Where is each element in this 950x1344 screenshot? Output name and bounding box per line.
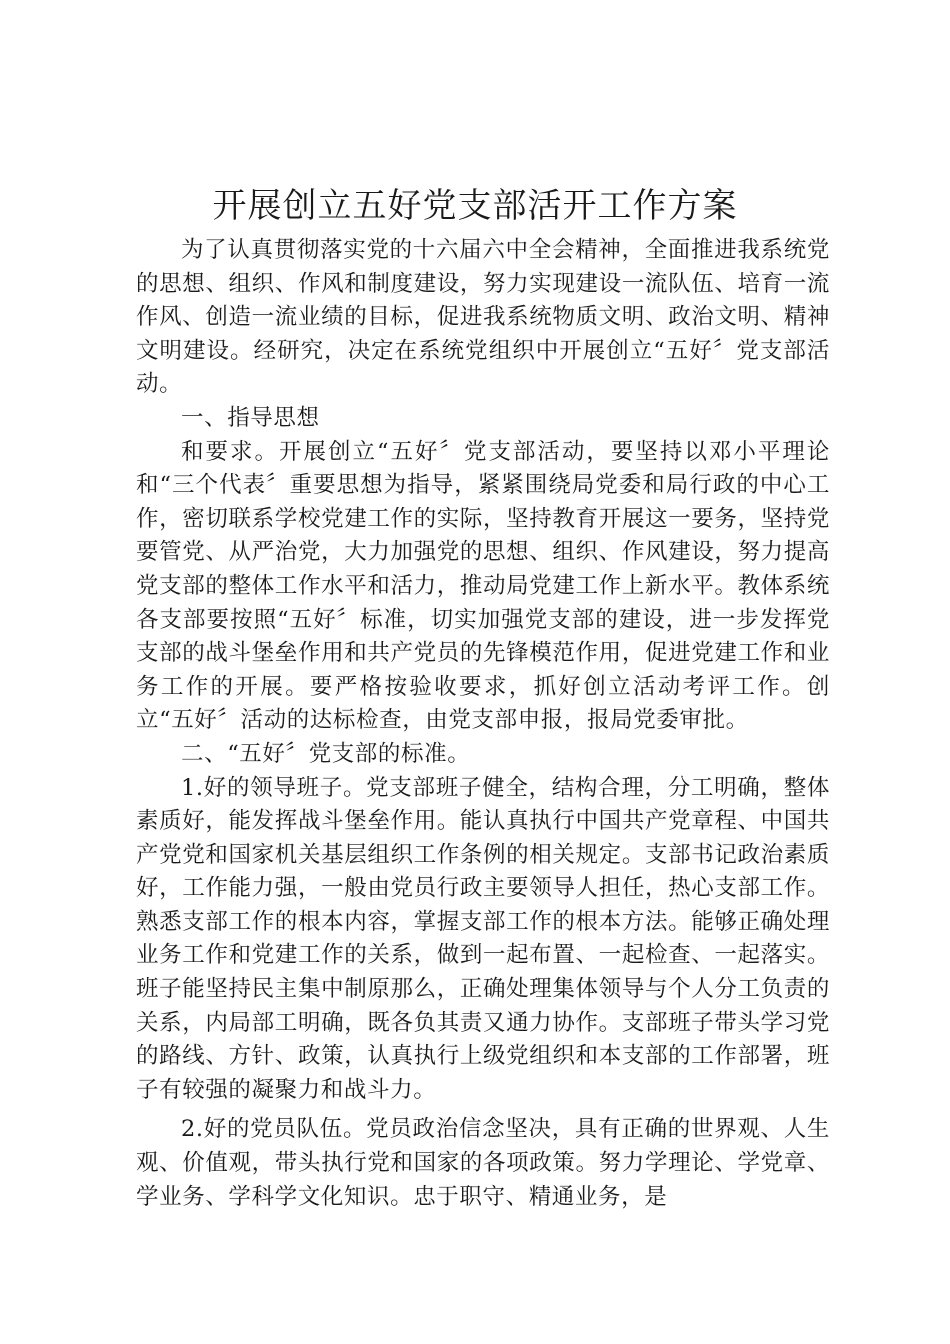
heading-guiding-thought: 一、指导思想: [181, 404, 320, 431]
paragraph-intro: 为了认真贯彻落实党的十六届六中全会精神，全面推进我系统党的思想、组织、作风和制度建设，努力实现建设一流队伍、培育一流作风、创造一流业绩的目标，促进我系统物质文明、政治文明、精神文明建设。经研究，决定在系统党组织中开展创立“五好〞党支部活动。: [136, 237, 830, 398]
document-title: 开展创立五好党支部活开工作方案: [212, 186, 738, 226]
paragraph-party-members: 2.好的党员队伍。党员政治信念坚决，具有正确的世界观、人生观、价值观，带头执行党和国家的各项政策。努力学理论、学党章、学业务、学科学文化知识。忠于职守、精通业务，是: [136, 1116, 830, 1210]
paragraph-leadership-team: 1.好的领导班子。党支部班子健全，结构合理，分工明确，整体素质好，能发挥战斗堡垒作用。能认真执行中国共产党章程、中国共产党党和国家机关基层组织工作条例的相关规定。支部书记政治素质好，工作能力强，一般由党员行政主要领导人担任，热心支部工作。熟悉支部工作的根本内容，掌握支部工作的根本方法。能够正确处理业务工作和党建工作的关系，做到一起布置、一起检查、一起落实。班子能坚持民主集中制原那么，正确处理集体领导与个人分工负责的关系，内局部工明确，既各负其责又通力协作。支部班子带头学习党的路线、方针、政策，认真执行上级党组织和本支部的工作部署，班子有较强的凝聚力和战斗力。: [136, 774, 830, 1103]
heading-five-good-standards: 二、“五好〞党支部的标准。: [181, 740, 471, 767]
document-body: [136, 234, 830, 1214]
paragraph-requirements: 和要求。开展创立“五好〞党支部活动，要坚持以邓小平理论和“三个代表〞重要思想为指导，紧紧围绕局党委和局行政的中心工作，密切联系学校党建工作的实际，坚持教育开展这一要务，坚持党要管党、从严治党，大力加强党的思想、组织、作风建设，努力提高党支部的整体工作水平和活力，推动局党建工作上新水平。教体系统各支部要按照“五好〞标准，切实加强党支部的建设，进一步发挥党支部的战斗堡垒作用和共产党员的先锋模范作用，促进党建工作和业务工作的开展。要严格按验收要求，抓好创立活动考评工作。创立“五好〞活动的达标检查，由党支部申报，报局党委审批。: [136, 438, 830, 734]
